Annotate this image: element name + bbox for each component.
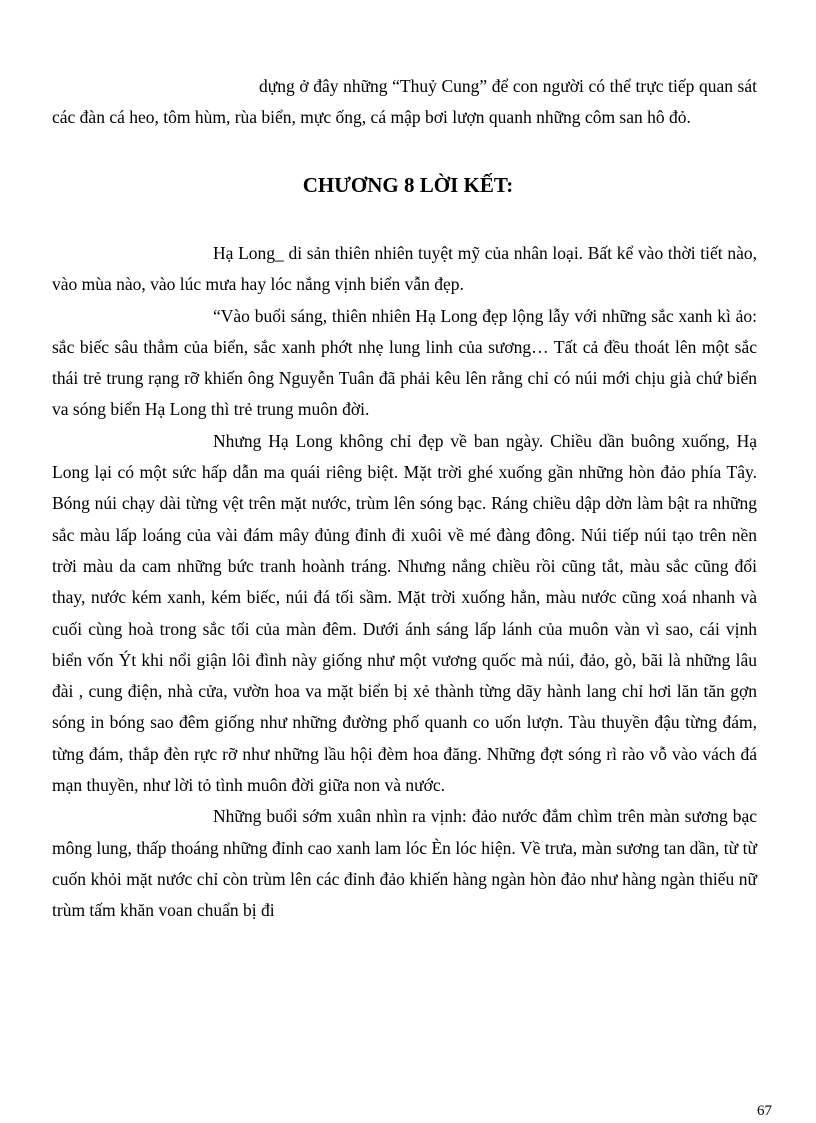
body-paragraph-1: Hạ Long_ di sản thiên nhiên tuyệt mỹ của nhân loại. Bất kể vào thời tiết nào, vào mùa nào, vào lúc mưa hay lóc nắng vịnh biển vẫn đẹp. [52, 243, 757, 295]
chapter-title: CHƯƠNG 8 LỜI KẾT: [302, 173, 514, 197]
continuation-paragraph: dựng ở đây những “Thuỷ Cung” để con người có thể trực tiếp quan sát các đàn cá heo, tôm hùm, rùa biển, mực ống, cá mập bơi lượn quanh những côm san hô đỏ. [52, 76, 757, 128]
page-number: 67 [757, 1103, 772, 1119]
continuation-text-block [52, 71, 757, 134]
body-paragraph-2: “Vào buổi sáng, thiên nhiên Hạ Long đẹp lộng lẫy với những sắc xanh kì ảo: sắc biếc sâu thẳm của biển, sắc xanh phớt nhẹ lung linh của sương… Tất cả đều thoát lên một sắc thái trẻ trung rạng rỡ khiến ông Nguyễn Tuân đã phải kêu lên rằng chỉ có núi mới chịu già chứ biển va sóng biển Hạ Long thì trẻ trung muôn đời. [52, 305, 757, 420]
body-paragraph-3: Nhưng Hạ Long không chỉ đẹp về ban ngày. Chiều dần buông xuống, Hạ Long lại có một sức hấp dẫn ma quái riêng biệt. Mặt trời ghé xuống gần những hòn đảo phía Tây. Bóng núi chạy dài từng vệt trên mặt nước, trùm lên sóng bạc. Ráng chiều dập dờn làm bật ra những sắc màu lấp loáng của vài đám mây đủng đỉnh đi xuôi về mé đàng đông. Núi tiếp núi tạo trên nền trời màu da cam những bức tranh hoành tráng. Nhưng nắng chiều rồi cũng tắt, màu sắc cũng đổi thay, nước kém xanh, kém biếc, núi đá tối sầm. Mặt trời xuống hẳn, màu nước cũng xoá nhanh và cuối cùng hoà trong sắc tối của màn đêm. Dưới ánh sáng lấp lánh của muôn vàn vì sao, cái vịnh biển vốn Ýt khi nổi giận lôi đình này giống như một vương quốc mà núi, đảo, gò, bãi là những lâu đài , cung điện, nhà cửa, vườn hoa va mặt biển bị xẻ thành từng dãy hành lang chỉ hơi lăn tăn gợn sóng in bóng sao đêm giống như những đường phố quanh co uốn lượn. Tàu thuyền đậu từng đám, từng đám, thắp đèn rực rỡ như những lầu hội đèm hoa đăng. Những đợt sóng rì rào vỗ vào vách đá mạn thuyền, như lời tỏ tình muôn đời giữa non và nước. [52, 430, 757, 796]
body-paragraph-4: Những buổi sớm xuân nhìn ra vịnh: đảo nước đắm chìm trên màn sương bạc mông lung, thấp thoáng những đỉnh cao xanh lam lóc Èn lóc hiện. Về trưa, màn sương tan dần, từ từ cuốn khỏi mặt nước chỉ còn trùm lên các đỉnh đảo khiến hàng ngàn hòn đảo như hàng ngàn thiếu nữ trùm tấm khăn voan chuẩn bị đi [52, 806, 757, 921]
chapter-body [52, 238, 757, 927]
